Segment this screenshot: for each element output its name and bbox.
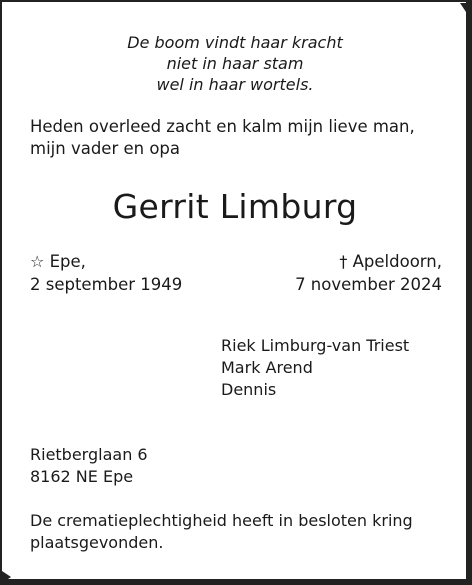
star-icon: ☆ (30, 252, 45, 271)
address-street: Rietberglaan 6 (30, 445, 148, 464)
frame-corner-arrow-icon (460, 3, 472, 12)
deceased-name: Gerrit Limburg (112, 187, 358, 226)
closing-line: De crematieplechtigheid heeft in besloten kring (30, 511, 413, 530)
birth-info (30, 250, 182, 296)
family-member: Riek Limburg-van Triest (221, 336, 410, 355)
family-member: Mark Arend (221, 358, 313, 377)
intro-line: Heden overleed zacht en kalm mijn lieve man, (30, 117, 415, 136)
dagger-cross-icon: † (339, 252, 348, 271)
family-list (221, 335, 409, 401)
birth-place-line (30, 250, 182, 273)
death-info (295, 250, 442, 296)
address-city: 8162 NE Epe (30, 467, 134, 486)
closing-note (30, 510, 413, 554)
birth-place: Epe, (49, 252, 86, 271)
death-date: 7 november 2024 (295, 275, 442, 294)
poem-line: niet in haar stam (166, 54, 304, 73)
frame-shadow-bottom (0, 579, 472, 585)
birth-date: 2 september 1949 (30, 275, 183, 294)
closing-line: plaatsgevonden. (30, 533, 164, 552)
correspondence-address (30, 444, 148, 488)
poem-line: De boom vindt haar kracht (127, 33, 343, 52)
intro-line: mijn vader en opa (30, 139, 181, 158)
death-place-line (295, 250, 442, 273)
announcement-intro (30, 116, 415, 160)
frame-corner-arrow-icon (2, 571, 11, 583)
family-member: Dennis (221, 380, 277, 399)
poem-line: wel in haar wortels. (156, 75, 314, 94)
death-place: Apeldoorn, (352, 252, 442, 271)
poem (0, 32, 470, 95)
